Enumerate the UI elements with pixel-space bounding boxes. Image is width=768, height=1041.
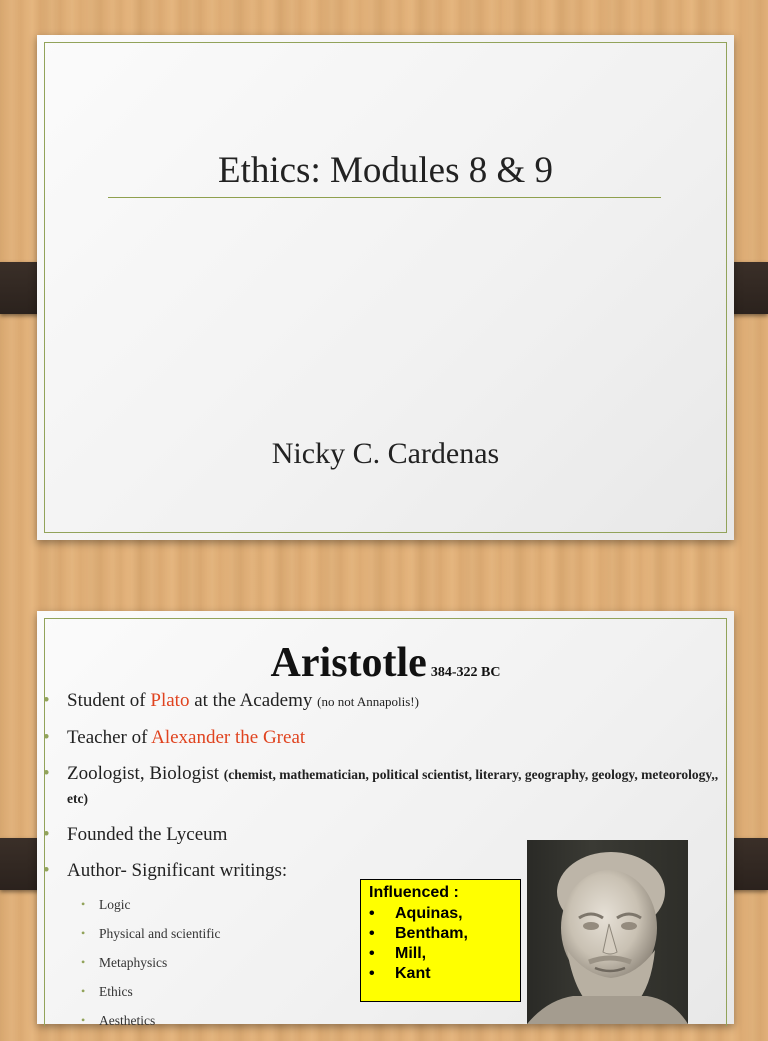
bullet-zoologist (37, 762, 727, 810)
bullet-text: Student of (67, 690, 151, 711)
influenced-item (369, 944, 512, 964)
bullet-text: Teacher of (67, 727, 152, 748)
writing-text: Logic (99, 897, 131, 912)
sub-bullet-icon: • (81, 955, 86, 969)
bust-illustration (527, 840, 688, 1024)
influenced-item (369, 964, 512, 984)
title-divider (108, 197, 661, 198)
bullet-highlight: Plato (150, 690, 190, 711)
bullet-icon: • (43, 860, 50, 881)
aristotle-slide (37, 611, 734, 1028)
writing-text: Aesthetics (99, 1013, 156, 1028)
influenced-name: Bentham, (395, 925, 468, 942)
bullet-note: (chemist, mathematician, political scientist, literary, geography, geology, meteorology,, etc) (67, 767, 719, 806)
bullet-note: (no not Annapolis!) (317, 694, 419, 709)
bullet-icon: • (43, 763, 50, 784)
writing-text: Physical and scientific (99, 926, 221, 941)
bullet-icon: • (43, 727, 50, 748)
aristotle-bust-photo (527, 840, 688, 1024)
influenced-heading: Influenced : (369, 884, 459, 901)
bullet-teacher (37, 726, 727, 749)
bullet-highlight: Alexander the Great (151, 727, 306, 748)
influenced-box (360, 879, 521, 1002)
author-name: Nicky C. Cardenas (271, 437, 500, 470)
writing-text: Metaphysics (99, 955, 168, 970)
slide-title: Ethics: Modules 8 & 9 (217, 150, 554, 191)
bullet-text: Founded the Lyceum (67, 824, 228, 845)
bullet-text: at the Academy (189, 690, 318, 711)
sub-bullet-icon: • (81, 897, 86, 911)
heading-dates: 384-322 BC (430, 665, 501, 680)
bullet-icon: • (369, 945, 375, 962)
bullet-text: Zoologist, Biologist (67, 763, 224, 784)
sub-bullet-icon: • (81, 984, 86, 998)
influenced-name: Kant (395, 965, 431, 982)
heading-name: Aristotle (270, 640, 427, 686)
bullet-icon: • (369, 905, 375, 922)
bullet-icon: • (369, 925, 375, 942)
bullet-icon: • (43, 824, 50, 845)
title-slide (37, 35, 734, 540)
slide-heading (37, 639, 734, 687)
bullet-student (37, 689, 727, 713)
writing-text: Ethics (99, 984, 133, 999)
influenced-item (369, 904, 512, 924)
influenced-item (369, 924, 512, 944)
sub-bullet-icon: • (81, 926, 86, 940)
bullet-text: Author- Significant writings: (67, 860, 288, 881)
influenced-name: Mill, (395, 945, 427, 962)
bullet-icon: • (43, 690, 50, 711)
influenced-name: Aquinas, (395, 905, 463, 922)
bullet-icon: • (369, 965, 375, 982)
sub-bullet-icon: • (81, 1013, 86, 1027)
